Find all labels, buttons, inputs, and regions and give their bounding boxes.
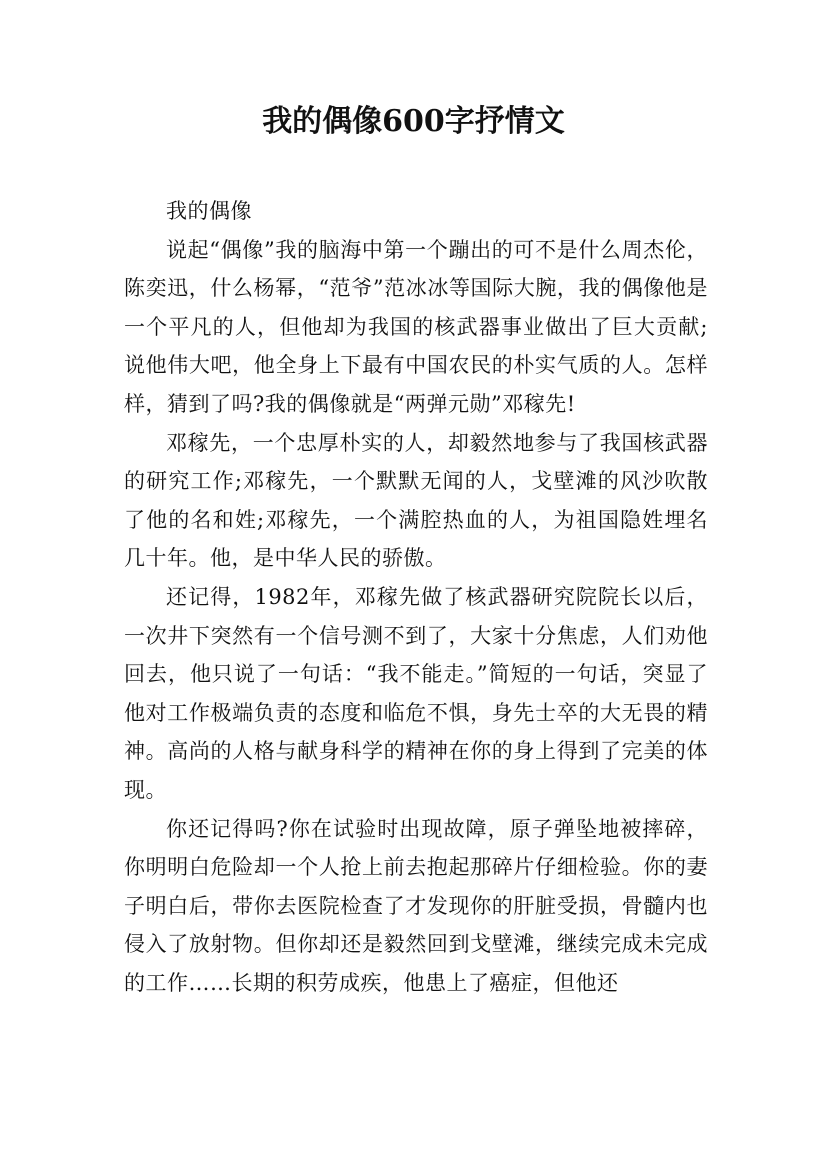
- paragraph: 你还记得吗?你在试验时出现故障，原子弹坠地被摔碎，你明明白危险却一个人抢上前去抱起那碎片仔细检验。你的妻子明白后，带你去医院检查了才发现你的肝脏受损，骨髓内也侵入了放射物。但你却还是毅然回到戈壁滩，继续完成未完成的工作……长期的积劳成疾，他患上了癌症，但他还: [124, 816, 708, 995]
- paragraph: 邓稼先，一个忠厚朴实的人，却毅然地参与了我国核武器的研究工作;邓稼先，一个默默无闻的人，戈壁滩的风沙吹散了他的名和姓;邓稼先，一个满腔热血的人，为祖国隐姓埋名几十年。他，是中华人民的骄傲。: [124, 430, 708, 571]
- paragraph: 说起“偶像”我的脑海中第一个蹦出的可不是什么周杰伦，陈奕迅，什么杨幂，“范爷”范冰冰等国际大腕，我的偶像他是一个平凡的人，但他却为我国的核武器事业做出了巨大贡献;说他伟大吧，他全身上下最有中国农民的朴实气质的人。怎样样，猜到了吗?我的偶像就是“两弹元勋”邓稼先!: [124, 237, 708, 416]
- document-body: [124, 192, 708, 1002]
- paragraph-heading: 我的偶像: [166, 199, 252, 223]
- paragraph: 还记得，1982年，邓稼先做了核武器研究院院长以后，一次井下突然有一个信号测不到了，大家十分焦虑，人们劝他回去，他只说了一句话：“我不能走。”简短的一句话，突显了他对工作极端负责的态度和临危不惧，身先士卒的大无畏的精神。高尚的人格与献身科学的精神在你的身上得到了完美的体现。: [124, 584, 708, 802]
- document-title: 我的偶像600字抒情文: [262, 104, 565, 139]
